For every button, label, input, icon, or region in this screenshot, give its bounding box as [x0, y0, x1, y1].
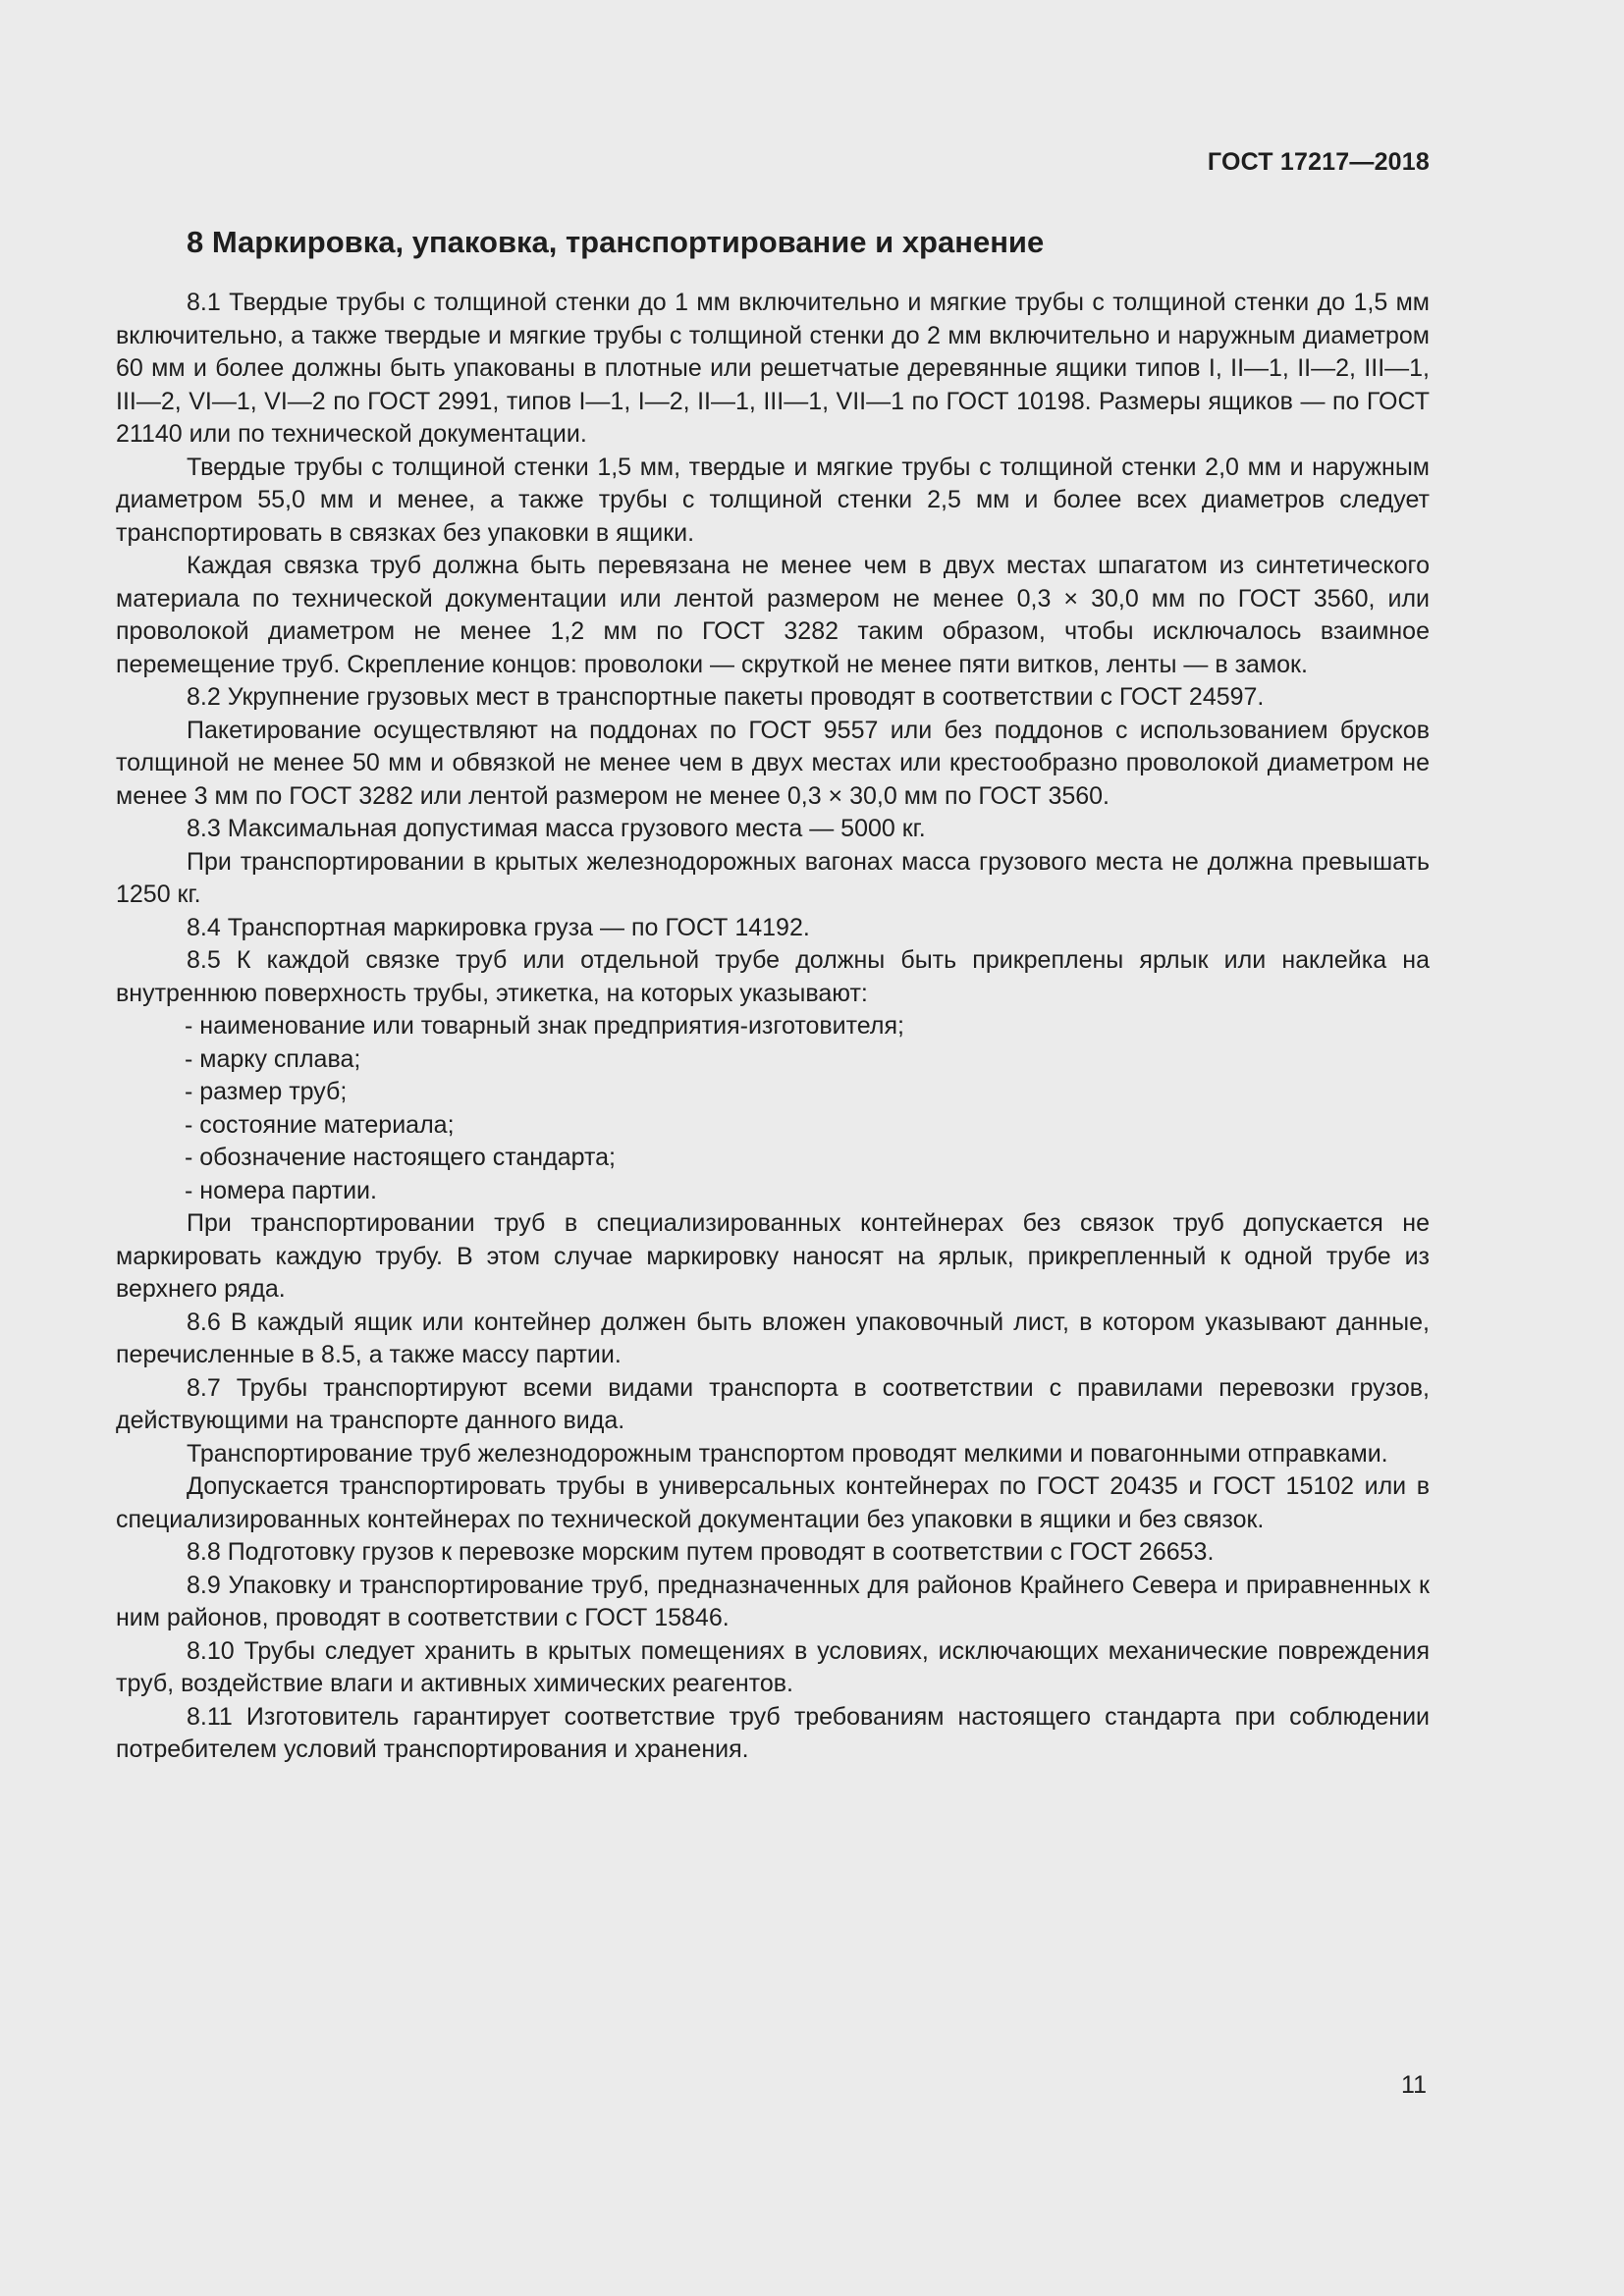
paragraph-8-8: 8.8 Подготовку грузов к перевозке морским путем проводят в соответствии с ГОСТ 26653. [187, 1538, 1215, 1566]
paragraph-8-9: 8.9 Упаковку и транспортирование труб, предназначенных для районов Крайнего Севера и приравненных к ним районов, проводят в соответствии с ГОСТ 15846. [116, 1571, 1430, 1631]
page-number: 11 [1401, 2071, 1427, 2099]
paragraph: Пакетирование осуществляют на поддонах по ГОСТ 9557 или без поддонов с использованием брусков толщиной не менее 50 мм и обвязкой не менее чем в двух местах или крестообразно проволокой диаметром не менее 3 мм по ГОСТ 3282 или лентой размером не менее 0,3 × 30,0 мм по ГОСТ 3560. [116, 716, 1430, 810]
paragraph: Твердые трубы с толщиной стенки 1,5 мм, твердые и мягкие трубы с толщиной стенки 2,0 мм и наружным диаметром 55,0 мм и менее, а также трубы с толщиной стенки 2,5 мм и более всех диаметров следует транспортировать в связках без упаковки в ящики. [116, 453, 1430, 547]
paragraph: При транспортировании в крытых железнодорожных вагонах масса грузового места не должна превышать 1250 кг. [116, 847, 1430, 908]
paragraph-8-5: 8.5 К каждой связке труб или отдельной трубе должны быть прикреплены ярлык или наклейка на внутреннюю поверхность трубы, этикетка, на которых указывают: [116, 946, 1430, 1007]
paragraph-8-4: 8.4 Транспортная маркировка груза — по ГОСТ 14192. [187, 913, 810, 941]
paragraph-8-7: 8.7 Трубы транспортируют всеми видами транспорта в соответствии с правилами перевозки грузов, действующими на транспорте данного вида. [116, 1373, 1430, 1434]
list-item: - размер труб; [185, 1078, 348, 1105]
paragraph: Каждая связка труб должна быть перевязана не менее чем в двух местах шпагатом из синтетического материала по технической документации или лентой размером не менее 0,3 × 30,0 мм по ГОСТ 3560, или проволокой диаметром не менее 1,2 мм по ГОСТ 3282 таким образом, чтобы исключалось взаимное перемещение труб. Скрепление концов: проволоки — скруткой не менее пяти витков, ленты — в замок. [116, 552, 1430, 678]
paragraph: При транспортировании труб в специализированных контейнерах без связок труб допускается не маркировать каждую трубу. В этом случае маркировку наносят на ярлык, прикрепленный к одной трубе из верхнего ряда. [116, 1209, 1430, 1303]
list-item: - состояние материала; [185, 1110, 455, 1139]
list-item: - обозначение настоящего стандарта; [185, 1144, 616, 1171]
paragraph-8-6: 8.6 В каждый ящик или контейнер должен быть вложен упаковочный лист, в котором указывают данные, перечисленные в 8.5, а также массу партии. [116, 1308, 1430, 1368]
document-header: ГОСТ 17217—2018 [1207, 148, 1430, 176]
list-item: - наименование или товарный знак предприятия-изготовителя; [185, 1012, 904, 1040]
paragraph-8-3: 8.3 Максимальная допустимая масса грузового места — 5000 кг. [187, 815, 926, 842]
paragraph-8-2: 8.2 Укрупнение грузовых мест в транспортные пакеты проводят в соответствии с ГОСТ 24597. [187, 683, 1265, 711]
paragraph-8-1: 8.1 Твердые трубы с толщиной стенки до 1 мм включительно и мягкие трубы с толщиной стенки до 1,5 мм включительно, а также твердые и мягкие трубы с толщиной стенки до 2 мм включительно и наружным диаметром 60 мм и более должны быть упакованы в плотные или решетчатые деревянные ящики типов I, II—1, II—2, III—1, III—2, VI—1, VI—2 по ГОСТ 2991, типов I—1, I—2, II—1, III—1, VII—1 по ГОСТ 10198. Размеры ящиков — по ГОСТ 21140 или по технической документации. [116, 289, 1430, 448]
paragraph-8-10: 8.10 Трубы следует хранить в крытых помещениях в условиях, исключающих механические повреждения труб, воздействие влаги и активных химических реагентов. [116, 1636, 1430, 1697]
section-title: 8 Маркировка, упаковка, транспортирование и хранение [187, 225, 1045, 259]
paragraph: Транспортирование труб железнодорожным транспортом проводят мелкими и повагонными отправками. [187, 1439, 1388, 1468]
list-item: - марку сплава; [185, 1044, 361, 1073]
paragraph-8-11: 8.11 Изготовитель гарантирует соответствие труб требованиям настоящего стандарта при соблюдении потребителем условий транспортирования и хранения. [116, 1702, 1430, 1763]
list-item: - номера партии. [185, 1176, 377, 1204]
document-body [116, 287, 1430, 1767]
paragraph: Допускается транспортировать трубы в универсальных контейнерах по ГОСТ 20435 и ГОСТ 15102 или в специализированных контейнерах по технической документации без упаковки в ящики и без связок. [116, 1472, 1430, 1533]
